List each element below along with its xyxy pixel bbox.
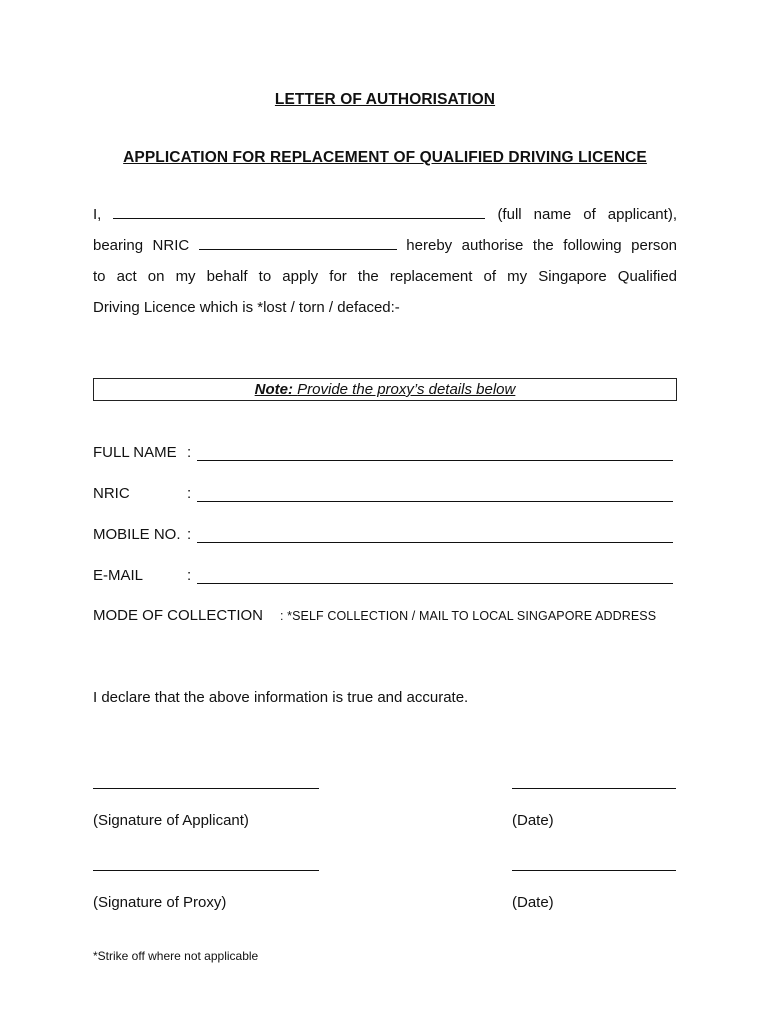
proxy-date-line[interactable]: [512, 870, 676, 871]
proxy-note: [255, 381, 516, 398]
nric-input-line[interactable]: [197, 501, 673, 502]
email-label: E-MAIL: [93, 567, 144, 584]
proxy-full-name-field: [93, 444, 677, 466]
document-title: LETTER OF AUTHORISATION: [274, 91, 496, 108]
intro-line1-suffix: (full name of applicant),: [497, 206, 677, 223]
applicant-name-blank[interactable]: [113, 204, 485, 219]
intro-line-3: to act on my behalf to apply for the replacement of my Singapore Qualified: [93, 268, 677, 285]
proxy-nric-field: [93, 485, 677, 507]
intro-line-2: [93, 230, 677, 261]
applicant-nric-blank[interactable]: [199, 235, 397, 250]
document-subtitle: APPLICATION FOR REPLACEMENT OF QUALIFIED DRIVING LICENCE: [123, 149, 647, 166]
email-colon: :: [187, 567, 192, 584]
proxy-email-field: [93, 567, 677, 589]
proxy-signature-line[interactable]: [93, 870, 319, 871]
applicant-date-label: (Date): [512, 812, 554, 829]
note-text: Provide the proxy’s details below: [297, 381, 516, 398]
full-name-colon: :: [187, 444, 192, 461]
nric-colon: :: [187, 485, 192, 502]
intro-line-4: Driving Licence which is *lost / torn / defaced:-: [93, 299, 400, 316]
intro-line-1: [93, 199, 677, 230]
proxy-mobile-field: [93, 526, 677, 548]
proxy-signature-label: (Signature of Proxy): [93, 894, 227, 911]
nric-label: NRIC: [93, 485, 130, 502]
mobile-colon: :: [187, 526, 192, 543]
email-input-line[interactable]: [197, 583, 673, 584]
mode-of-collection-options[interactable]: : *SELF COLLECTION / MAIL TO LOCAL SINGAPORE ADDRESS: [280, 609, 657, 623]
intro-line1-prefix: I,: [93, 206, 102, 223]
full-name-label: FULL NAME: [93, 444, 177, 461]
mode-of-collection-label: MODE OF COLLECTION: [93, 607, 264, 624]
applicant-date-line[interactable]: [512, 788, 676, 789]
applicant-signature-line[interactable]: [93, 788, 319, 789]
footnote: *Strike off where not applicable: [93, 949, 259, 963]
full-name-input-line[interactable]: [197, 460, 673, 461]
proxy-date-label: (Date): [512, 894, 554, 911]
proxy-note-box: [93, 378, 677, 401]
mobile-input-line[interactable]: [197, 542, 673, 543]
note-label: Note:: [254, 381, 293, 398]
intro-paragraph: [93, 199, 677, 323]
intro-line2-prefix: bearing NRIC: [93, 237, 190, 254]
intro-line2-suffix: hereby authorise the following person: [406, 237, 678, 254]
applicant-signature-label: (Signature of Applicant): [93, 812, 249, 829]
mobile-label: MOBILE NO.: [93, 526, 181, 543]
declaration-text: I declare that the above information is true and accurate.: [93, 689, 469, 706]
